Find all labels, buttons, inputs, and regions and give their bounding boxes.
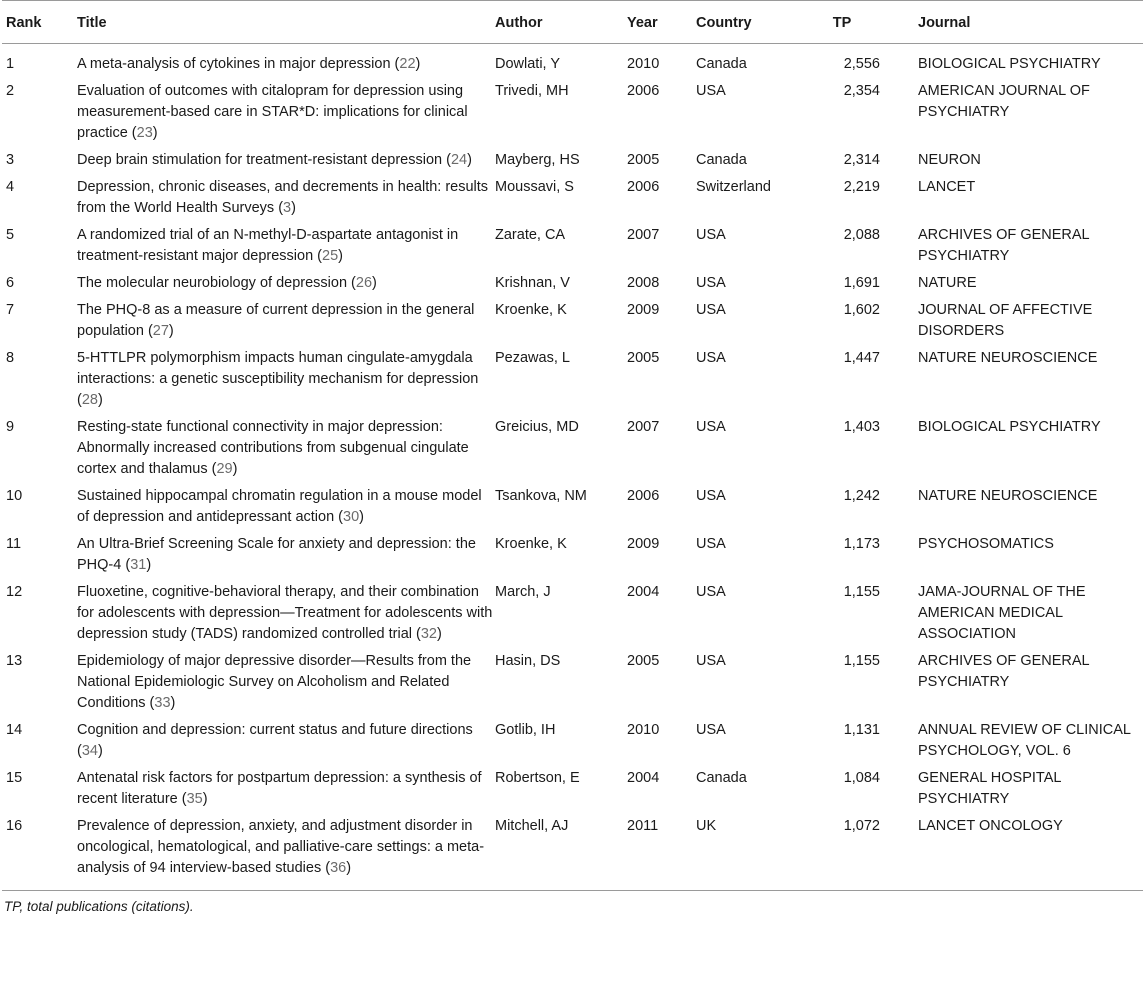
cell-title: The molecular neurobiology of depression (26) bbox=[77, 275, 377, 291]
cell-tp: 1,072 bbox=[804, 811, 918, 891]
cell-year: 2008 bbox=[627, 275, 660, 291]
cell-title: Fluoxetine, cognitive-behavioral therapy, and their combination for adolescents with depression—Treatment for adolescents with depression study (TADS) randomized controlled trial (32) bbox=[77, 584, 493, 642]
header-row bbox=[2, 1, 1143, 44]
table-row bbox=[2, 220, 1143, 268]
header-tp: TP bbox=[804, 1, 918, 44]
cell-tp: 1,602 bbox=[843, 302, 880, 318]
cell-rank: 6 bbox=[6, 275, 15, 291]
cell-tp: 1,447 bbox=[843, 350, 880, 366]
reference-link[interactable]: 33 bbox=[154, 695, 171, 711]
cell-title: Prevalence of depression, anxiety, and adjustment disorder in oncological, hematological, and palliative-care settings: a meta-analysis of 94 interview-based studies (36) bbox=[77, 811, 495, 891]
cell-tp: 1,155 bbox=[843, 653, 880, 669]
cell-country: USA bbox=[696, 83, 726, 99]
cell-country: USA bbox=[696, 488, 726, 504]
cell-rank: 13 bbox=[6, 653, 23, 669]
cell-tp: 2,354 bbox=[843, 83, 880, 99]
table-row bbox=[2, 412, 1143, 481]
title-text: Antenatal risk factors for postpartum depression: a synthesis of recent literature bbox=[77, 770, 482, 807]
cell-year: 2010 bbox=[627, 722, 660, 738]
reference-link[interactable]: 35 bbox=[186, 791, 203, 807]
cell-journal: AMERICAN JOURNAL OF PSYCHIATRY bbox=[918, 83, 1090, 120]
cell-country: UK bbox=[696, 811, 804, 891]
header-rank: Rank bbox=[2, 1, 77, 44]
cell-journal: ARCHIVES OF GENERAL PSYCHIATRY bbox=[918, 227, 1090, 264]
cell-journal: NATURE NEUROSCIENCE bbox=[918, 488, 1098, 504]
cell-title: Resting-state functional connectivity in major depression: Abnormally increased contributions from subgenual cingulate cortex and thalamus (29) bbox=[77, 419, 469, 477]
reference-link[interactable]: 27 bbox=[152, 323, 169, 339]
cell-tp: 2,088 bbox=[843, 227, 880, 243]
cell-title: Sustained hippocampal chromatin regulation in a mouse model of depression and antidepressant action (30) bbox=[77, 488, 482, 525]
cell-rank: 14 bbox=[6, 722, 23, 738]
table-row bbox=[2, 811, 1143, 891]
cell-author: Hasin, DS bbox=[495, 653, 561, 669]
cell-rank: 11 bbox=[6, 536, 22, 552]
reference-link[interactable]: 28 bbox=[81, 392, 98, 408]
table-footnote: TP, total publications (citations). bbox=[4, 899, 194, 914]
table-header bbox=[2, 1, 1143, 44]
cell-rank: 9 bbox=[6, 419, 15, 435]
cell-rank: 3 bbox=[6, 152, 15, 168]
cell-title: A randomized trial of an N-methyl-D-aspartate antagonist in treatment-resistant major depression (25) bbox=[77, 227, 459, 264]
cell-title: Antenatal risk factors for postpartum depression: a synthesis of recent literature (35) bbox=[77, 770, 482, 807]
cell-rank: 15 bbox=[6, 770, 23, 786]
table-row bbox=[2, 76, 1143, 145]
cell-year: 2005 bbox=[627, 653, 660, 669]
cell-journal: JAMA-JOURNAL OF THE AMERICAN MEDICAL ASSOCIATION bbox=[918, 584, 1086, 642]
cell-tp: 1,691 bbox=[843, 275, 880, 291]
cell-year: 2006 bbox=[627, 488, 660, 504]
cell-journal: JOURNAL OF AFFECTIVE DISORDERS bbox=[918, 302, 1093, 339]
cell-author: Greicius, MD bbox=[495, 419, 579, 435]
cell-tp: 1,242 bbox=[843, 488, 880, 504]
cell-year: 2011 bbox=[627, 811, 696, 891]
cell-title: Deep brain stimulation for treatment-resistant depression (24) bbox=[77, 152, 472, 168]
cell-tp: 2,219 bbox=[843, 179, 880, 195]
cell-rank: 5 bbox=[6, 227, 15, 243]
cell-title: Epidemiology of major depressive disorder—Results from the National Epidemiologic Survey on Alcoholism and Related Conditions (33) bbox=[77, 653, 472, 711]
cell-author: Kroenke, K bbox=[495, 302, 567, 318]
reference-link[interactable]: 29 bbox=[216, 461, 233, 477]
table-row bbox=[2, 481, 1143, 529]
title-text: Resting-state functional connectivity in major depression: Abnormally increased contributions from subgenual cingulate cortex and thalamus bbox=[77, 419, 469, 477]
cell-tp: 1,173 bbox=[843, 536, 880, 552]
cell-tp: 1,131 bbox=[843, 722, 880, 738]
cell-year: 2010 bbox=[627, 56, 660, 72]
cell-country: USA bbox=[696, 227, 726, 243]
cell-year: 2004 bbox=[627, 770, 660, 786]
cell-year: 2004 bbox=[627, 584, 660, 600]
cell-tp: 1,403 bbox=[843, 419, 880, 435]
cell-rank: 10 bbox=[6, 488, 23, 504]
table-row bbox=[2, 646, 1143, 715]
cell-country: USA bbox=[696, 275, 726, 291]
cell-year: 2009 bbox=[627, 302, 660, 318]
cell-title: An Ultra-Brief Screening Scale for anxiety and depression: the PHQ-4 (31) bbox=[77, 536, 476, 573]
cell-journal: NATURE NEUROSCIENCE bbox=[918, 350, 1098, 366]
table-row bbox=[2, 172, 1143, 220]
cell-journal: NEURON bbox=[918, 152, 981, 168]
cell-author: Mayberg, HS bbox=[495, 152, 580, 168]
cell-year: 2006 bbox=[627, 83, 660, 99]
reference-link[interactable]: 3 bbox=[283, 200, 292, 216]
cell-author: Trivedi, MH bbox=[495, 83, 569, 99]
cell-year: 2007 bbox=[627, 419, 660, 435]
cell-journal: BIOLOGICAL PSYCHIATRY bbox=[918, 56, 1101, 72]
cell-year: 2009 bbox=[627, 536, 660, 552]
title-text: A meta-analysis of cytokines in major depression bbox=[77, 56, 391, 72]
cell-rank: 1 bbox=[6, 56, 15, 72]
cell-author: Mitchell, AJ bbox=[495, 811, 627, 891]
title-text: Deep brain stimulation for treatment-resistant depression bbox=[77, 152, 443, 168]
cell-author: Robertson, E bbox=[495, 770, 580, 786]
cell-author: Dowlati, Y bbox=[495, 56, 561, 72]
table-row bbox=[2, 529, 1143, 577]
cell-journal: NATURE bbox=[918, 275, 977, 291]
cell-country: USA bbox=[696, 584, 726, 600]
title-text: 5-HTTLPR polymorphism impacts human cingulate-amygdala interactions: a genetic susceptibility mechanism for depression bbox=[77, 350, 479, 387]
cell-country: Canada bbox=[696, 770, 747, 786]
title-text: Depression, chronic diseases, and decrements in health: results from the World Health Surveys bbox=[77, 179, 489, 216]
table-row bbox=[2, 763, 1143, 811]
title-text: Prevalence of depression, anxiety, and adjustment disorder in oncological, hematological, and palliative-care settings: a meta-analysis of 94 interview-based studies bbox=[77, 818, 485, 876]
cell-rank: 16 bbox=[2, 811, 77, 891]
cell-journal: ARCHIVES OF GENERAL PSYCHIATRY bbox=[918, 653, 1090, 690]
cell-title: Evaluation of outcomes with citalopram for depression using measurement-based care in STAR*D: implications for clinical practice (23) bbox=[77, 83, 468, 141]
cell-title: A meta-analysis of cytokines in major depression (22) bbox=[77, 56, 421, 72]
table-row bbox=[2, 295, 1143, 343]
title-text: Evaluation of outcomes with citalopram for depression using measurement-based care in STAR*D: implications for clinical practice bbox=[77, 83, 468, 141]
reference-link[interactable]: 32 bbox=[420, 626, 437, 642]
cell-author: Zarate, CA bbox=[495, 227, 566, 243]
reference-link[interactable]: 22 bbox=[399, 56, 416, 72]
cell-rank: 12 bbox=[6, 584, 23, 600]
title-text: The PHQ-8 as a measure of current depression in the general population bbox=[77, 302, 475, 339]
cell-country: Switzerland bbox=[696, 179, 771, 195]
cell-title: Cognition and depression: current status and future directions (34) bbox=[77, 722, 473, 759]
cell-journal: ANNUAL REVIEW OF CLINICAL PSYCHOLOGY, VOL. 6 bbox=[918, 722, 1131, 759]
title-text: A randomized trial of an N-methyl-D-aspartate antagonist in treatment-resistant major depression bbox=[77, 227, 459, 264]
cell-author: Pezawas, L bbox=[495, 350, 570, 366]
cell-author: March, J bbox=[495, 584, 551, 600]
cell-tp: 2,556 bbox=[843, 56, 880, 72]
cell-tp: 1,155 bbox=[843, 584, 880, 600]
cell-journal: LANCET bbox=[918, 179, 976, 195]
cell-title: 5-HTTLPR polymorphism impacts human cingulate-amygdala interactions: a genetic susceptibility mechanism for depression (28) bbox=[77, 350, 479, 408]
reference-link[interactable]: 23 bbox=[136, 125, 153, 141]
cell-tp: 1,084 bbox=[843, 770, 880, 786]
table-row bbox=[2, 577, 1143, 646]
table-row bbox=[2, 268, 1143, 295]
cell-title: Depression, chronic diseases, and decrements in health: results from the World Health Surveys (3) bbox=[77, 179, 489, 216]
reference-link[interactable]: 36 bbox=[330, 860, 347, 876]
cell-year: 2006 bbox=[627, 179, 660, 195]
title-text: Epidemiology of major depressive disorder—Results from the National Epidemiologic Survey on Alcoholism and Related Conditions bbox=[77, 653, 472, 711]
title-text: An Ultra-Brief Screening Scale for anxiety and depression: the PHQ-4 bbox=[77, 536, 476, 573]
reference-link[interactable]: 34 bbox=[81, 743, 98, 759]
cell-author: Moussavi, S bbox=[495, 179, 574, 195]
cell-country: USA bbox=[696, 722, 726, 738]
header-journal: Journal bbox=[918, 1, 1143, 44]
cell-author: Tsankova, NM bbox=[495, 488, 587, 504]
cell-rank: 4 bbox=[6, 179, 15, 195]
table-row bbox=[2, 715, 1143, 763]
cell-author: Gotlib, IH bbox=[495, 722, 556, 738]
header-title: Title bbox=[77, 1, 495, 44]
cell-year: 2007 bbox=[627, 227, 660, 243]
cell-author: Kroenke, K bbox=[495, 536, 567, 552]
table-body bbox=[2, 44, 1143, 891]
cell-author: Krishnan, V bbox=[495, 275, 570, 291]
table-row bbox=[2, 145, 1143, 172]
cell-country: Canada bbox=[696, 152, 747, 168]
cell-country: USA bbox=[696, 653, 726, 669]
reference-link[interactable]: 24 bbox=[450, 152, 468, 168]
title-text: Cognition and depression: current status and future directions bbox=[77, 722, 473, 738]
cell-rank: 2 bbox=[6, 83, 15, 99]
reference-link[interactable]: 26 bbox=[355, 275, 373, 291]
header-author: Author bbox=[495, 1, 627, 44]
header-country: Country bbox=[696, 1, 804, 44]
cell-journal: LANCET ONCOLOGY bbox=[918, 811, 1143, 891]
cell-year: 2005 bbox=[627, 350, 660, 366]
header-year: Year bbox=[627, 1, 696, 44]
citations-table bbox=[2, 0, 1143, 891]
title-text: Fluoxetine, cognitive-behavioral therapy, and their combination for adolescents with depression—Treatment for adolescents with depression study (TADS) randomized controlled trial bbox=[77, 584, 493, 642]
cell-journal: PSYCHOSOMATICS bbox=[918, 536, 1054, 552]
reference-link[interactable]: 25 bbox=[322, 248, 339, 264]
cell-rank: 8 bbox=[6, 350, 15, 366]
table-row bbox=[2, 44, 1143, 77]
cell-journal: GENERAL HOSPITAL PSYCHIATRY bbox=[918, 770, 1061, 807]
cell-year: 2005 bbox=[627, 152, 660, 168]
cell-country: USA bbox=[696, 419, 726, 435]
cell-country: USA bbox=[696, 350, 726, 366]
reference-link[interactable]: 30 bbox=[343, 509, 360, 525]
cell-country: Canada bbox=[696, 56, 747, 72]
cell-rank: 7 bbox=[6, 302, 15, 318]
cell-title: The PHQ-8 as a measure of current depression in the general population (27) bbox=[77, 302, 475, 339]
cell-country: USA bbox=[696, 536, 726, 552]
title-text: The molecular neurobiology of depression bbox=[77, 275, 348, 291]
title-text: Sustained hippocampal chromatin regulation in a mouse model of depression and antidepressant action bbox=[77, 488, 482, 525]
cell-tp: 2,314 bbox=[843, 152, 880, 168]
table-row bbox=[2, 343, 1143, 412]
reference-link[interactable]: 31 bbox=[130, 557, 147, 573]
cell-country: USA bbox=[696, 302, 726, 318]
cell-journal: BIOLOGICAL PSYCHIATRY bbox=[918, 419, 1101, 435]
